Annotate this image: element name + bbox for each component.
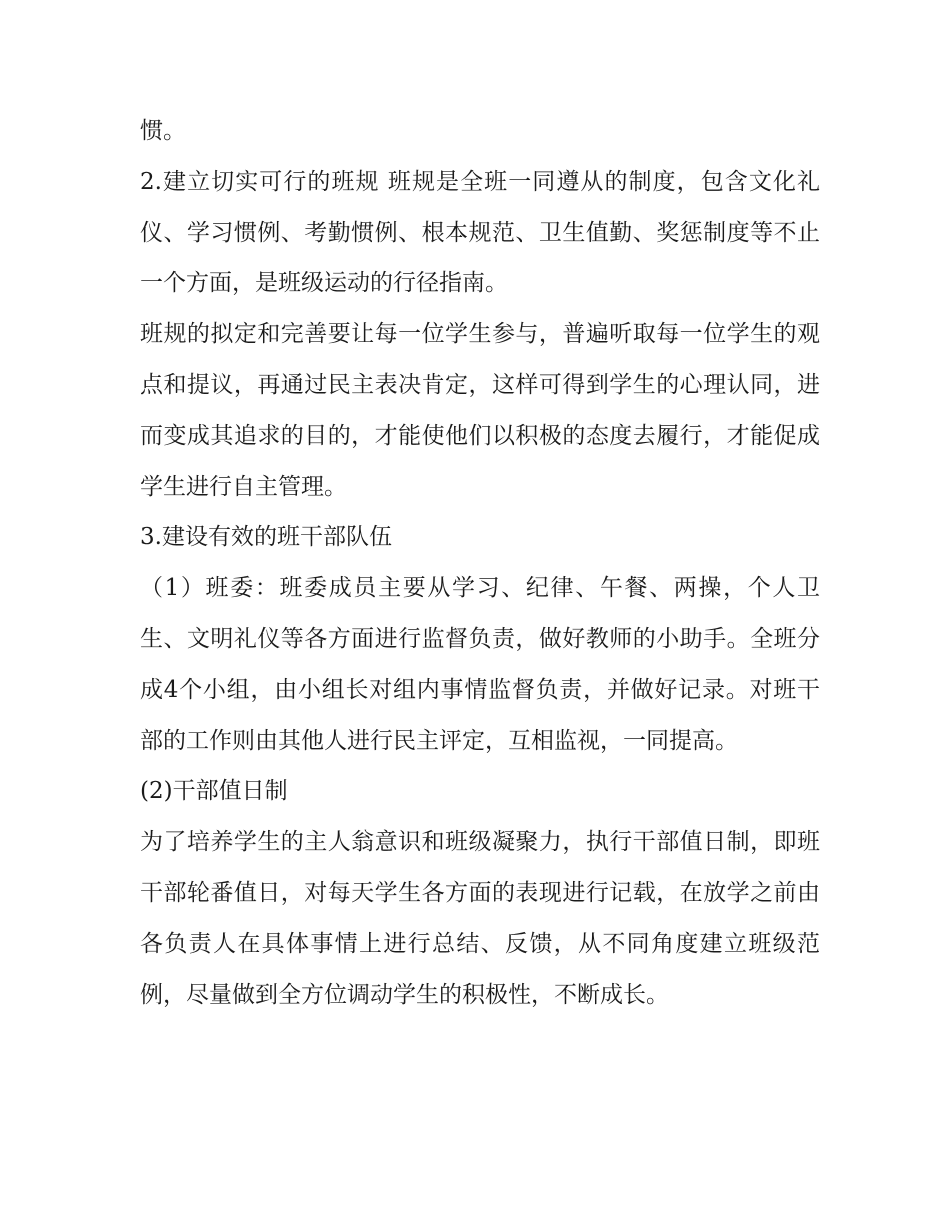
paragraph-continuation: 惯。 [140,118,186,144]
paragraph-duty-system: 为了培养学生的主人翁意识和班级凝聚力，执行干部值日制，即班干部轮番值日，对每天学生各方面的表现进行记载，在放学之前由各负责人在具体事情上进行总结、反馈，从不同角度建立班级范例，尽量做到全方位调动学生的积极性，不断成长。 [140,829,820,1008]
document-body [140,106,820,1020]
paragraph-class-rules: 2.建立切实可行的班规 班规是全班一同遵从的制度，包含文化礼仪、学习惯例、考勤惯例、根本规范、卫生值勤、奖惩制度等不止一个方面，是班级运动的行径指南。 [140,168,820,297]
heading-duty-system: (2)干部值日制 [140,778,288,805]
paragraph-rules-making: 班规的拟定和完善要让每一位学生参与，普遍听取每一位学生的观点和提议，再通过民主表决肯定，这样可得到学生的心理认同，进而变成其追求的目的，才能使他们以积极的态度去履行，才能促成学生进行自主管理。 [140,321,820,500]
heading-cadre-team: 3.建设有效的班干部队伍 [140,524,392,551]
paragraph-class-committee: （1）班委：班委成员主要从学习、纪律、午餐、两操，个人卫生、文明礼仪等各方面进行监督负责，做好教师的小助手。全班分成4个小组，由小组长对组内事情监督负责，并做好记录。对班干部的工作则由其他人进行民主评定，互相监视，一同提高。 [140,575,820,754]
